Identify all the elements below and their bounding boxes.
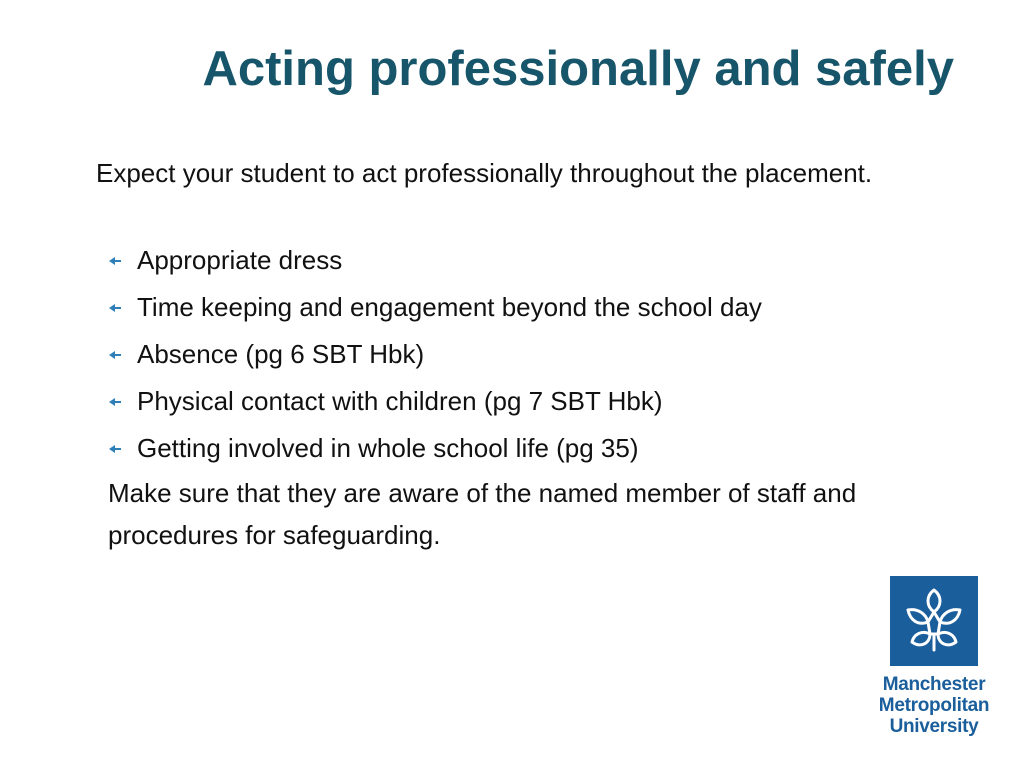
bullet-text: Appropriate dress: [137, 245, 343, 275]
arrow-left-icon: [108, 442, 122, 456]
logo-line: University: [889, 716, 979, 737]
closing-text: Make sure that they are aware of the named member of staff and procedures for safeguarding.: [108, 478, 857, 550]
logo-line: Manchester: [882, 674, 986, 695]
bullet-item: [108, 331, 968, 378]
bullet-text: Absence (pg 6 SBT Hbk): [137, 339, 425, 369]
logo-wordmark: [864, 674, 1004, 737]
bullet-item: [108, 378, 968, 425]
slide-title: Acting professionally and safely: [202, 42, 954, 96]
arrow-left-icon: [108, 395, 122, 409]
bullet-item: [108, 237, 968, 284]
mmu-emblem-icon: [890, 576, 978, 666]
bullet-item: [108, 425, 968, 472]
intro-text: Expect your student to act professionally throughout the placement.: [96, 158, 873, 188]
bullet-list: [108, 237, 968, 472]
arrow-left-icon: [108, 254, 122, 268]
university-logo: [864, 576, 1004, 748]
bullet-text: Getting involved in whole school life (pg 35): [137, 433, 639, 463]
bullet-item: [108, 284, 968, 331]
bullet-text: Physical contact with children (pg 7 SBT Hbk): [137, 386, 663, 416]
logo-line: Metropolitan: [878, 695, 990, 716]
bullet-text: Time keeping and engagement beyond the school day: [137, 292, 762, 322]
arrow-left-icon: [108, 301, 122, 315]
arrow-left-icon: [108, 348, 122, 362]
